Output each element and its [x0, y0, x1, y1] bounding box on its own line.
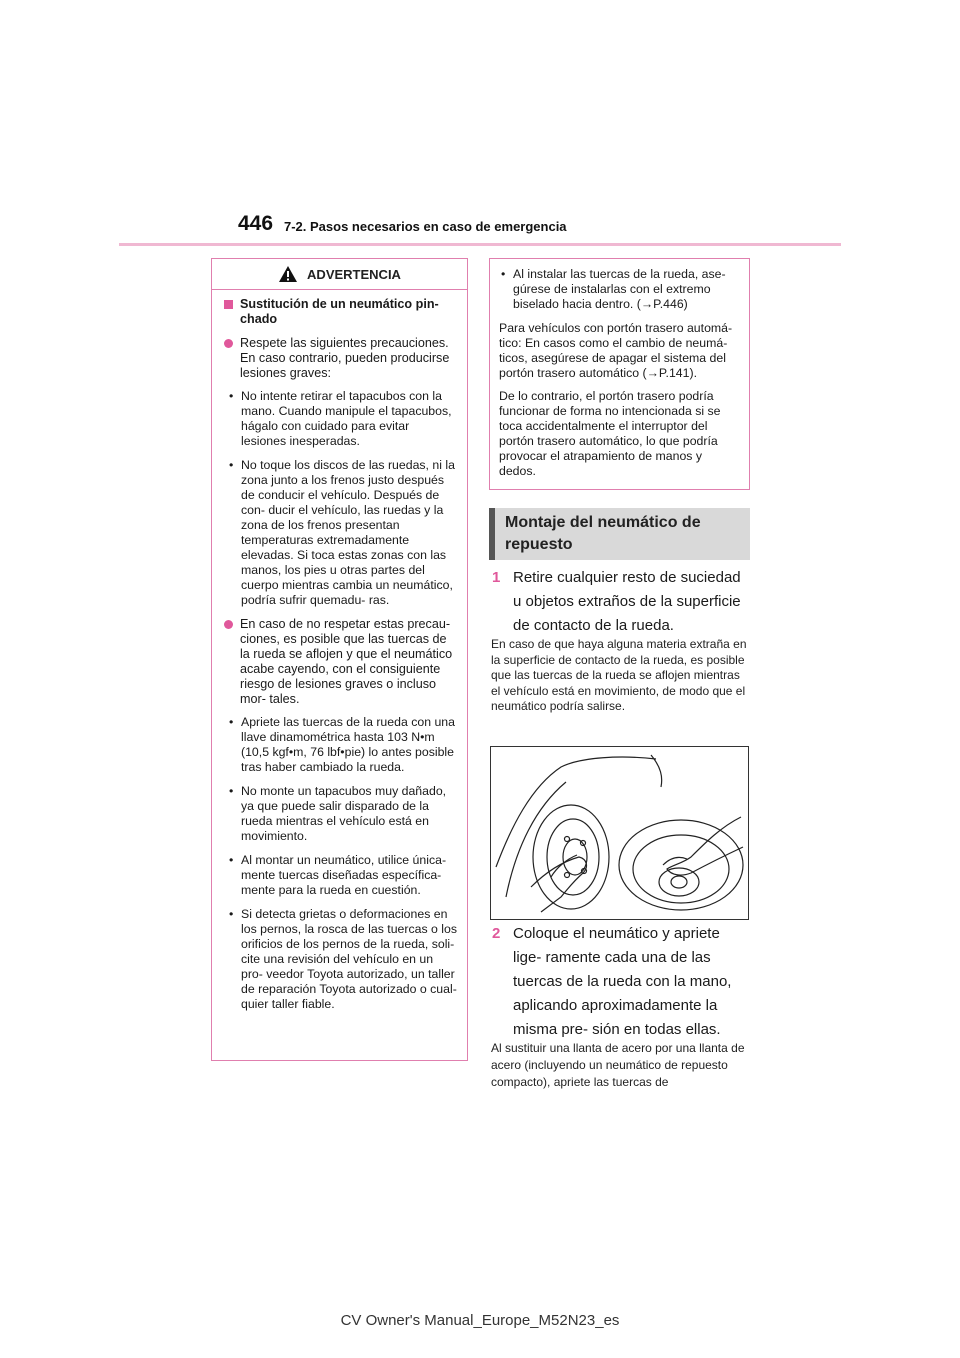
header-rule	[119, 243, 841, 246]
step-number: 1	[492, 569, 501, 586]
step-text: Retire cualquier resto de suciedad u objetos extraños de la superficie de contacto de la rueda.	[513, 569, 741, 634]
step-text: Coloque el neumático y apriete lige- ramente cada una de las tuercas de la rueda con la mano, aplicando aproximadamente la misma pre- sión en todas ellas.	[513, 925, 732, 1038]
warning-point	[223, 336, 457, 381]
warning-heading-text: Sustitución de un neumático pin- chado	[240, 297, 439, 326]
step-2-note: Al sustituir una llanta de acero por una llanta de acero (incluyendo un neumático de repuesto compacto), apriete las tuercas de	[491, 1041, 745, 1089]
warning-bullet-text: Al instalar las tuercas de la rueda, ase- gúrese de instalarlas con el extremo biselado hacia dentro. (→P.446)	[513, 267, 726, 311]
warning-paragraph: Para vehículos con portón trasero automá- tico: En casos como el cambio de neumá- ticos, asegúrese de apagar el sistema del portón trasero automático (→P.141).	[499, 321, 733, 380]
warning-bullet-text: Apriete las tuercas de la rueda con una llave dinamométrica hasta 103 N•m (10,5 kgf•m, 76 lbf•pie) lo antes posible tras haber cambiado la rueda.	[241, 715, 455, 774]
warning-bullet: • Si detecta grietas o deformaciones en los pernos, la rosca de las tuercas o los orificios de los pernos de la rueda, soli- cite una revisión del vehículo en un pro- veedor Toyota autorizado, un taller de reparación Toyota autorizado o cual- quier taller fiable.	[229, 907, 457, 1011]
wheel-cleaning-illustration	[490, 746, 749, 920]
warning-bullet-text: No intente retirar el tapacubos con la mano. Cuando manipule el tapacubos, hágalo con cuidado para evitar lesiones inesperadas.	[241, 389, 452, 448]
warning-bullet: • No toque los discos de las ruedas, ni la zona junto a los frenos justo después de conducir el vehículo. Después de con- ducir el vehículo, las ruedas y la zona de los frenos presentan temperaturas extremadamente elevadas. Si toca estas zonas con las manos, los pies u otras partes del cuerpo mientras cambia un neumático, podría sufrir quemadu- ras.	[223, 458, 457, 608]
warning-bullet-text: No monte un tapacubos muy dañado, ya que puede salir disparado de la rueda mientras el vehículo está en movimiento.	[241, 784, 447, 843]
warning-bullet: • Apriete las tuercas de la rueda con una llave dinamométrica hasta 103 N•m (10,5 kgf•m, 76 lbf•pie) lo antes posible tras haber cambiado la rueda.	[223, 715, 457, 775]
section-header: 7-2. Pasos necesarios en caso de emergencia	[284, 219, 567, 234]
warning-bullet: • No monte un tapacubos muy dañado, ya que puede salir disparado de la rueda mientras el vehículo está en movimiento.	[223, 784, 457, 844]
warning-point-text: En caso de no respetar estas precau- ciones, es posible que las tuercas de la rueda se aflojen y que el neumático acabe cayendo, con el consiguiente riesgo de lesiones graves o incluso mor- tales.	[240, 617, 453, 706]
warning-bullet-text: Al montar un neumático, utilice única- mente tuercas diseñadas específica- mente para la rueda en cuestión.	[241, 853, 447, 897]
warning-box-continued	[489, 258, 750, 490]
section-title: Montaje del neumático de repuesto	[489, 508, 750, 560]
warning-bullet-text: No toque los discos de las ruedas, ni la zona junto a los frenos justo después de conducir el vehículo. Después de con- ducir el vehículo, las ruedas y la zona de los frenos presentan temperaturas extremadamente elevadas. Si toca estas zonas con las manos, los pies u otras partes del cuerpo mientras cambia un neumático, podría sufrir quemadu- ras.	[241, 458, 455, 607]
footer: CV Owner's Manual_Europe_M52N23_es	[340, 1312, 620, 1329]
warning-paragraph: De lo contrario, el portón trasero podría funcionar de forma no intencionada si se toca accidentalmente el interruptor del portón trasero automático, lo que podría provocar el atrapamiento de manos y dedos.	[499, 389, 721, 478]
round-bullet-icon	[224, 620, 233, 629]
page-number: 446	[238, 212, 274, 235]
warning-point	[223, 617, 457, 707]
warning-title: ADVERTENCIA	[307, 266, 401, 282]
step-1-note: En caso de que haya alguna materia extraña en la superficie de contacto de la rueda, es posible que las tuercas de la rueda se aflojen mientras el vehículo está en movimiento, de modo que el neumático podría salirse.	[491, 637, 747, 713]
step-1	[492, 566, 750, 638]
warning-bullet: • No intente retirar el tapacubos con la mano. Cuando manipule el tapacubos, hágalo con cuidado para evitar lesiones inesperadas.	[223, 389, 457, 449]
square-bullet-icon	[224, 300, 233, 309]
warning-bullet: • Al montar un neumático, utilice única- mente tuercas diseñadas específica- mente para la rueda en cuestión.	[223, 853, 457, 898]
warning-bullet-text: Si detecta grietas o deformaciones en los pernos, la rosca de las tuercas o los orificios de los pernos de la rueda, soli- cite una revisión del vehículo en un pro- veedor Toyota autorizado, un taller de reparación Toyota autorizado o cual- quier taller fiable.	[241, 907, 457, 1011]
warning-box	[211, 258, 468, 1061]
warning-bullet: • Al instalar las tuercas de la rueda, ase- gúrese de instalarlas con el extremo biselado hacia dentro. (→P.446)	[499, 267, 741, 312]
wheel-illustration-icon	[491, 747, 748, 919]
warning-point-text: Respete las siguientes precauciones. En caso contrario, pueden producirse lesiones graves:	[240, 336, 450, 380]
step-2	[492, 922, 750, 1042]
step-number: 2	[492, 925, 501, 942]
warning-header	[212, 259, 467, 290]
warning-triangle-icon	[278, 265, 298, 283]
warning-heading	[223, 297, 457, 327]
round-bullet-icon	[224, 339, 233, 348]
